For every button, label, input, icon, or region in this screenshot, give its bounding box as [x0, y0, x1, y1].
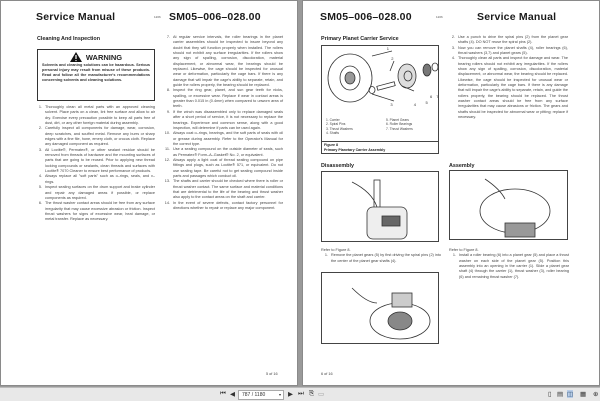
- item-text: Always replace all "soft parts" such as o–rings, seals, and v–rings.: [45, 174, 155, 184]
- list-item: [35, 201, 155, 222]
- pdf-toolbar: [0, 387, 600, 401]
- legend-item: 4. Shafts: [326, 130, 340, 135]
- item-text: Thoroughly clean all parts and inspect for damage and wear. The bearing rollers should not exhibit any irregularities. If the rollers show any sign of spalling, corrosion, discoloration, material displacement, or abnormal wear, the bearing should be replaced. Likewise, the cage should be inspected for unusual wear or deformation, particularly the cage bars. If there is any damage that will impair the cage's ability to separate, retain, and guide the rollers properly, the bearing should be replaced. The thrust washer contact areas should be free from any surface irregularities that may cause abrasions or friction. The gears and shafts should be inspected for abnormal wear or pitting; replace if necessary.: [458, 56, 568, 120]
- item-text: Inspect sealing surfaces on the drum support and brake cylinder and repair any damaged areas if possible, or replace components as required.: [45, 185, 155, 200]
- single-page-view-icon[interactable]: ▯: [548, 391, 552, 398]
- list-item: [35, 185, 155, 201]
- callout-label: 2: [391, 56, 394, 61]
- figure-8-carrier-assembly: [321, 45, 439, 154]
- callout-label: 6: [430, 94, 433, 99]
- item-text: Install a roller bearing (6) into a planet gear (5) and place a thrust washer on each side of the planet gear (5). Position this assembly into an opening in the carrier (1). Slide a planet gear shaft (4) through the carrier (1), thrust washer (3), roller bearing (6) and remaining thrust washer (7).: [459, 253, 569, 279]
- list-item: [35, 148, 155, 175]
- item-text: If the winch was disassembled only to replace damaged seals after a short period of service, it is not necessary to replace the bearings. Experience and common sense, along with a good inspection, will determine if parts can be used again.: [173, 109, 283, 130]
- callout-label: 5: [425, 100, 428, 105]
- item-text: Always apply a light coat of thread sealing compound on pipe fittings and plugs, such as Loctite® 571, or equivalent. Do not use sealing tape. Be careful not to get sealing compound inside parts and passages which conduct oil.: [173, 157, 283, 178]
- list-item: [449, 253, 569, 280]
- disassembly-photo-2: [321, 272, 439, 344]
- copy-icon[interactable]: ⎘: [309, 390, 315, 397]
- item-text: Inspect the ring gear, planet, and sun gear teeth for nicks, spalling, or excessive wear. Replace if wear in contact areas is greater than 0.015 in (0.4mm) when compared to unworn area of teeth.: [173, 88, 283, 109]
- callout-label: 3: [390, 102, 393, 107]
- list-item: [163, 88, 283, 109]
- item-number: 6.: [38, 201, 42, 206]
- zoom-icon[interactable]: ⊕: [593, 391, 599, 398]
- page-number-value: 787 / 1180: [242, 392, 266, 398]
- item-text: Thoroughly clean all metal parts with an approved cleaning solvent. Place parts on a clean, lint free surface and allow to air dry. Exercise every precaution possible to keep all parts free of dust, dirt, or any other foreign material during assembly.: [45, 105, 155, 126]
- warning-text: Solvents and cleaning solutions can be hazardous. Serious personal injury may result from misuse of these products. Read and follow all the manufacturer's recommendations concerning solvents and cleaning solutions.: [42, 63, 150, 82]
- list-item: [448, 35, 568, 46]
- item-number: 2.: [451, 35, 455, 39]
- previous-page-icon[interactable]: ◀: [230, 391, 235, 398]
- item-number: 10.: [164, 131, 170, 136]
- first-page-icon[interactable]: ⏮: [220, 390, 226, 397]
- item-number: 11.: [165, 147, 170, 152]
- header-date: 1206: [154, 15, 161, 19]
- figure-caption-title: Primary Planetary Carrier Assembly: [324, 147, 386, 152]
- callout-label: 1: [386, 46, 390, 51]
- list-item: [163, 131, 283, 147]
- disassembly-drawing: [322, 172, 439, 242]
- header-title: Service Manual: [477, 11, 557, 23]
- item-text: The thrust washer contact areas should be free from any surface irregularity that may cause excessive abrasion or friction. Inspect thrust washers for signs of excessive wear, heat damage, or metal transfer. Replace as necessary.: [45, 201, 155, 222]
- page-number: 5 of 16: [266, 372, 278, 376]
- disassembly-photo: [321, 171, 439, 242]
- list-item: [163, 147, 283, 158]
- item-text: Remove the planet gears (5) by first driving the spiral pins (2) into the center of the planet gear shafts (4).: [331, 253, 441, 263]
- figure-legend-col1: [326, 118, 353, 135]
- item-number: 4.: [38, 174, 42, 179]
- list-item: [35, 126, 155, 147]
- section-heading: Cleaning And Inspection: [37, 36, 100, 42]
- figure-legend-col2: [386, 118, 413, 131]
- disassembly-text: [321, 248, 441, 264]
- fit-icon[interactable]: ▭: [318, 391, 325, 398]
- item-number: 13.: [164, 179, 170, 184]
- item-number: 3.: [38, 147, 42, 152]
- item-text: Always coat o–rings, bearings, and the soft parts of seals with oil or grease during assembly. Refer to the Operator's Manual for the correct type.: [173, 131, 283, 146]
- callout-label: 4: [413, 102, 417, 107]
- list-item: [448, 46, 568, 57]
- refer-figure-text: Refer to Figure 8.: [321, 248, 351, 252]
- planet-gear-removal-drawing: [322, 273, 439, 344]
- callout-label: 7: [436, 94, 439, 99]
- list-item: [35, 174, 155, 185]
- item-number: 1.: [324, 253, 328, 258]
- dropdown-icon[interactable]: ▾: [278, 392, 281, 397]
- list-item: [35, 105, 155, 126]
- section-heading: Primary Planet Carrier Service: [321, 36, 399, 42]
- header-date: 1206: [436, 15, 443, 19]
- page-number-input[interactable]: [238, 390, 284, 400]
- item-number: 3.: [451, 45, 455, 50]
- refer-figure-text: Refer to Figure 8.: [449, 248, 479, 252]
- doc-number: SM05–006–028.00: [320, 11, 412, 23]
- item-number: 9.: [166, 109, 170, 114]
- item-number: 8.: [166, 88, 170, 93]
- two-page-view-icon[interactable]: ◫: [567, 391, 574, 398]
- assembly-heading: Assembly: [449, 163, 475, 169]
- next-page-icon[interactable]: ▶: [288, 391, 293, 398]
- list-item: [163, 179, 283, 200]
- list-item: [163, 110, 283, 131]
- item-number: 7.: [166, 35, 170, 39]
- legend-item: 5. Planet Gears: [386, 118, 409, 122]
- legend-item: 3. Thrust Washers: [326, 126, 353, 131]
- list-item: [163, 35, 283, 88]
- item-text: Use a punch to drive the spiral pins (2) from the planet gear shafts (4). DO NOT reuse the spiral pins (2).: [458, 35, 568, 45]
- item-number: 5.: [38, 185, 42, 190]
- list-left-column: [35, 105, 155, 223]
- assembly-drawing: [450, 171, 568, 240]
- pdf-page-right: [302, 0, 600, 386]
- list-right-column: [163, 35, 283, 211]
- legend-item: 2. Spiral Pins: [326, 122, 346, 127]
- disassembly-heading: Disassembly: [321, 163, 354, 169]
- warning-triangle-icon: [70, 52, 82, 62]
- item-number: 12.: [164, 157, 170, 162]
- item-text: All Loctite®, Permatex®, or other sealant residue should be removed from threads of hardware and the mounting surfaces of parts that are going to be reused. Prior to applying new thread locking compounds or sealants, clean threads and surfaces with Loctite® 7070 Cleaner to ensure best performance of products.: [45, 147, 155, 174]
- legend-item: 1. Carrier: [326, 118, 340, 122]
- legend-item: 6. Roller Bearings: [386, 122, 413, 127]
- doc-number: SM05–006–028.00: [169, 11, 261, 23]
- figure-caption: [322, 141, 438, 153]
- item-text: Use a sealing compound on the outside diameter of seals, such as Permatex® Form–A–Gasket® No. 2, or equivalent.: [173, 147, 283, 157]
- item-number: 4.: [451, 56, 455, 61]
- page-number: 6 of 16: [321, 372, 333, 376]
- item-text: Carefully inspect all components for damage, wear, corrosion, deep scratches, and scuffed metal. Remove any burrs or sharp edges with a fine file, hone, emery cloth, or crocus cloth. Replace any damaged component as required.: [45, 126, 155, 147]
- item-number: 14.: [164, 200, 170, 205]
- legend-item: 7. Thrust Washers: [386, 126, 413, 131]
- figure-caption-number: Figure 8: [324, 143, 338, 147]
- header-title: Service Manual: [36, 11, 116, 23]
- item-text: The shafts and carrier should be checked where there is roller or thrust washer contact. The same surface and material conditions that are detrimental to the life of the bearing and thrust washer also apply to the contact areas on the shaft and carrier.: [173, 179, 283, 200]
- item-number: 1.: [452, 253, 456, 258]
- pdf-page-left: [0, 0, 298, 386]
- warning-title: WARNING: [85, 52, 123, 62]
- two-page-continuous-icon[interactable]: ▦: [580, 391, 587, 398]
- warning-box: [37, 49, 155, 101]
- list-item: [163, 158, 283, 179]
- list-item: [321, 253, 441, 264]
- list-item: [448, 56, 568, 120]
- item-number: 1.: [38, 105, 42, 109]
- item-text: In the event of severe defects, contact factory personnel for directions whether to repair or replace any major component.: [173, 200, 283, 210]
- carrier-assembly-drawing: [322, 46, 439, 121]
- assembly-photo: [449, 170, 568, 240]
- continuous-view-icon[interactable]: ▤: [557, 391, 564, 398]
- last-page-icon[interactable]: ⏭: [298, 390, 304, 397]
- steps-top: [448, 35, 568, 121]
- item-number: 2.: [38, 126, 42, 131]
- item-text: At regular service intervals, the roller bearings in the planet carrier assemblies should be inspected to insure beyond any doubt that they will function properly when installed. The rollers should not exhibit any surface irregularities. If the rollers show any sign of spalling, corrosion, discoloration, material displacement, or abnormal wear, the bearings should be replaced. Likewise, the cage should be inspected for unusual wear or deformation, particularly the cage bars. If there is any damage that will impair the cage's ability to separate, retain, and guide the rollers properly, the bearing should be replaced.: [173, 35, 283, 88]
- list-item: [163, 201, 283, 212]
- assembly-text: [449, 248, 569, 280]
- item-text: Now you can remove the planet shafts (4), roller bearings (6), thrust washers (3,7) and planet gears (5).: [458, 45, 568, 56]
